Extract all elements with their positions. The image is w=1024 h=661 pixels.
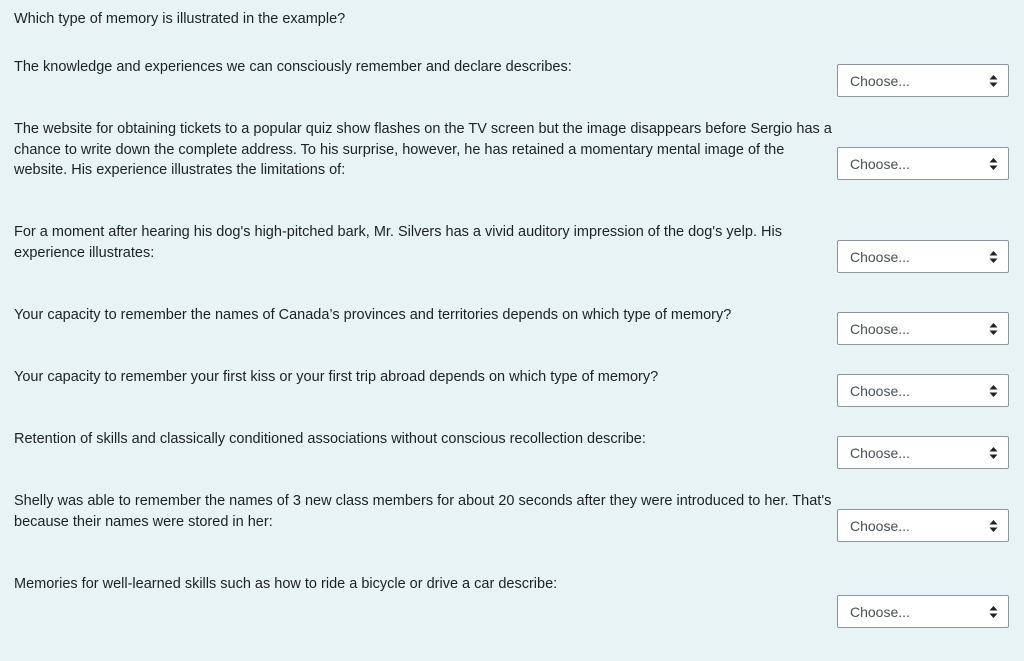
up-down-chevron-icon [989,75,998,87]
up-down-chevron-icon [989,323,998,335]
up-down-chevron-icon [989,520,998,532]
answer-select-2-value: Choose... [850,156,910,172]
answer-select-4[interactable] [837,312,1009,345]
up-down-chevron-icon [989,385,998,397]
answer-select-7[interactable] [837,509,1009,542]
question-text-1: The knowledge and experiences we can consciously remember and declare describes: [14,59,572,75]
answer-select-5-value: Choose... [850,383,910,399]
up-down-chevron-icon [989,447,998,459]
question-instruction: Which type of memory is illustrated in the example? [14,11,346,27]
answer-select-8-value: Choose... [850,604,910,620]
question-text-8: Memories for well-learned skills such as how to ride a bicycle or drive a car describe: [14,576,558,592]
answer-select-8[interactable] [837,595,1009,628]
answer-select-7-value: Choose... [850,518,910,534]
answer-select-3[interactable] [837,240,1009,273]
answer-select-2[interactable] [837,147,1009,180]
answer-select-4-value: Choose... [850,321,910,337]
question-text-6: Retention of skills and classically conditioned associations without conscious recollection describe: [14,431,646,447]
answer-select-3-value: Choose... [850,249,910,265]
question-text-7: Shelly was able to remember the names of 3 new class members for about 20 seconds after they were introduced to her. That's because their names were stored in her: [14,493,832,530]
question-text-2: The website for obtaining tickets to a popular quiz show flashes on the TV screen but the image disappears before Sergio has a chance to write down the complete address. To his surprise, however, he has retained a momentary mental image of the website. His experience illustrates the limitations of: [14,121,832,178]
question-text-4: Your capacity to remember the names of Canada’s provinces and territories depends on which type of memory? [14,307,732,323]
answer-select-1-value: Choose... [850,73,910,89]
question-text-3: For a moment after hearing his dog's high-pitched bark, Mr. Silvers has a vivid auditory impression of the dog's yelp. His experience illustrates: [14,224,782,261]
up-down-chevron-icon [989,606,998,618]
answer-select-6[interactable] [837,436,1009,469]
answer-select-1[interactable] [837,64,1009,97]
question-text-5: Your capacity to remember your first kiss or your first trip abroad depends on which type of memory? [14,369,659,385]
answer-select-5[interactable] [837,374,1009,407]
up-down-chevron-icon [989,251,998,263]
up-down-chevron-icon [989,158,998,170]
answer-select-6-value: Choose... [850,445,910,461]
